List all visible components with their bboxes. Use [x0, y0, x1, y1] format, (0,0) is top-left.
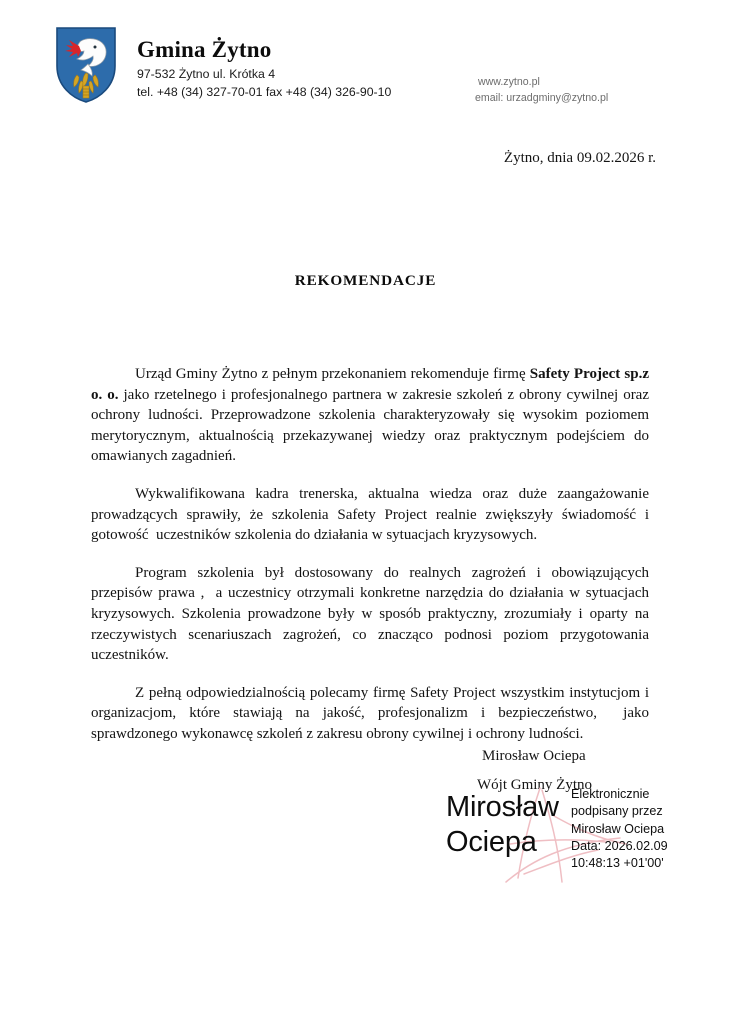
- website-link[interactable]: www.zytno.pl: [478, 76, 540, 88]
- organization-block: [137, 36, 457, 101]
- signature-block: [430, 742, 700, 892]
- paragraph: Z pełną odpowiedzialnością polecamy firmę Safety Project wszystkim instytucjom i organizacjom, które stawiają na jakość, profesjonalizm i bezpieczeństwo, jako sprawdzonego wykonawcę szkoleń z zakresu obrony cywilnej i ochrony ludności.: [91, 684, 653, 742]
- paragraph: Program szkolenia był dostosowany do realnych zagrożeń i obowiązujących przepisów prawa , a uczestnicy otrzymali konkretne narzędzia do działania w sytuacjach kryzysowych. Szkolenia prowadzone były w sposób praktyczny, zrozumiały i oparty na rzeczywistych scenariuszach zagrożeń, co znacząco podnosi poziom przygotowania uczestników.: [91, 564, 653, 664]
- paragraph: Wykwalifikowana kadra trenerska, aktualna wiedza oraz duże zaangażowanie prowadzących sprawiły, że szkolenia Safety Project realnie zwiększyły świadomość i gotowość uczestników szkolenia do działania w sytuacjach kryzysowych.: [91, 485, 653, 544]
- organization-name: Gmina Żytno: [137, 37, 272, 62]
- organization-address: [137, 66, 457, 101]
- signer-name: Mirosław Ociepa: [482, 748, 586, 764]
- letterhead: [0, 0, 731, 120]
- electronic-signature-name: Mirosław Ociepa: [446, 791, 559, 858]
- date-line: Żytno, dnia 09.02.2026 r.: [503, 150, 656, 166]
- address-line: 97-532 Żytno ul. Krótka 4: [137, 67, 276, 81]
- phone-line: tel. +48 (34) 327-70-01 fax +48 (34) 326-90-10: [137, 84, 392, 99]
- document-title: REKOMENDACJE: [294, 272, 437, 290]
- document-body: [91, 364, 653, 745]
- paragraph: Urząd Gminy Żytno z pełnym przekonaniem rekomenduje firmę Safety Project sp.z o. o. jako rzetelnego i profesjonalnego partnera w zakresie szkoleń z obrony cywilnej oraz ochrony ludności. Przeprowadzone szkolenia charakteryzowały się wysokim poziomem merytorycznym, aktualnością przekazywanej wiedzy oraz praktycznym podejściem do omawianych zagadnień.: [91, 366, 653, 465]
- coat-of-arms-icon: [55, 26, 117, 104]
- esign-line: Elektronicznie: [571, 787, 650, 801]
- esign-line: 10:48:13 +01'00': [571, 856, 664, 871]
- signer-role: Wójt Gminy Żytno: [477, 777, 592, 793]
- esign-line: Data: 2026.02.09: [571, 838, 668, 853]
- electronic-signature-details: [571, 786, 668, 872]
- esign-line: Mirosław Ociepa: [571, 821, 665, 836]
- contact-block: [475, 74, 609, 106]
- esign-line: podpisany przez: [571, 804, 663, 819]
- email-link[interactable]: email: urzadgminy@zytno.pl: [475, 92, 609, 104]
